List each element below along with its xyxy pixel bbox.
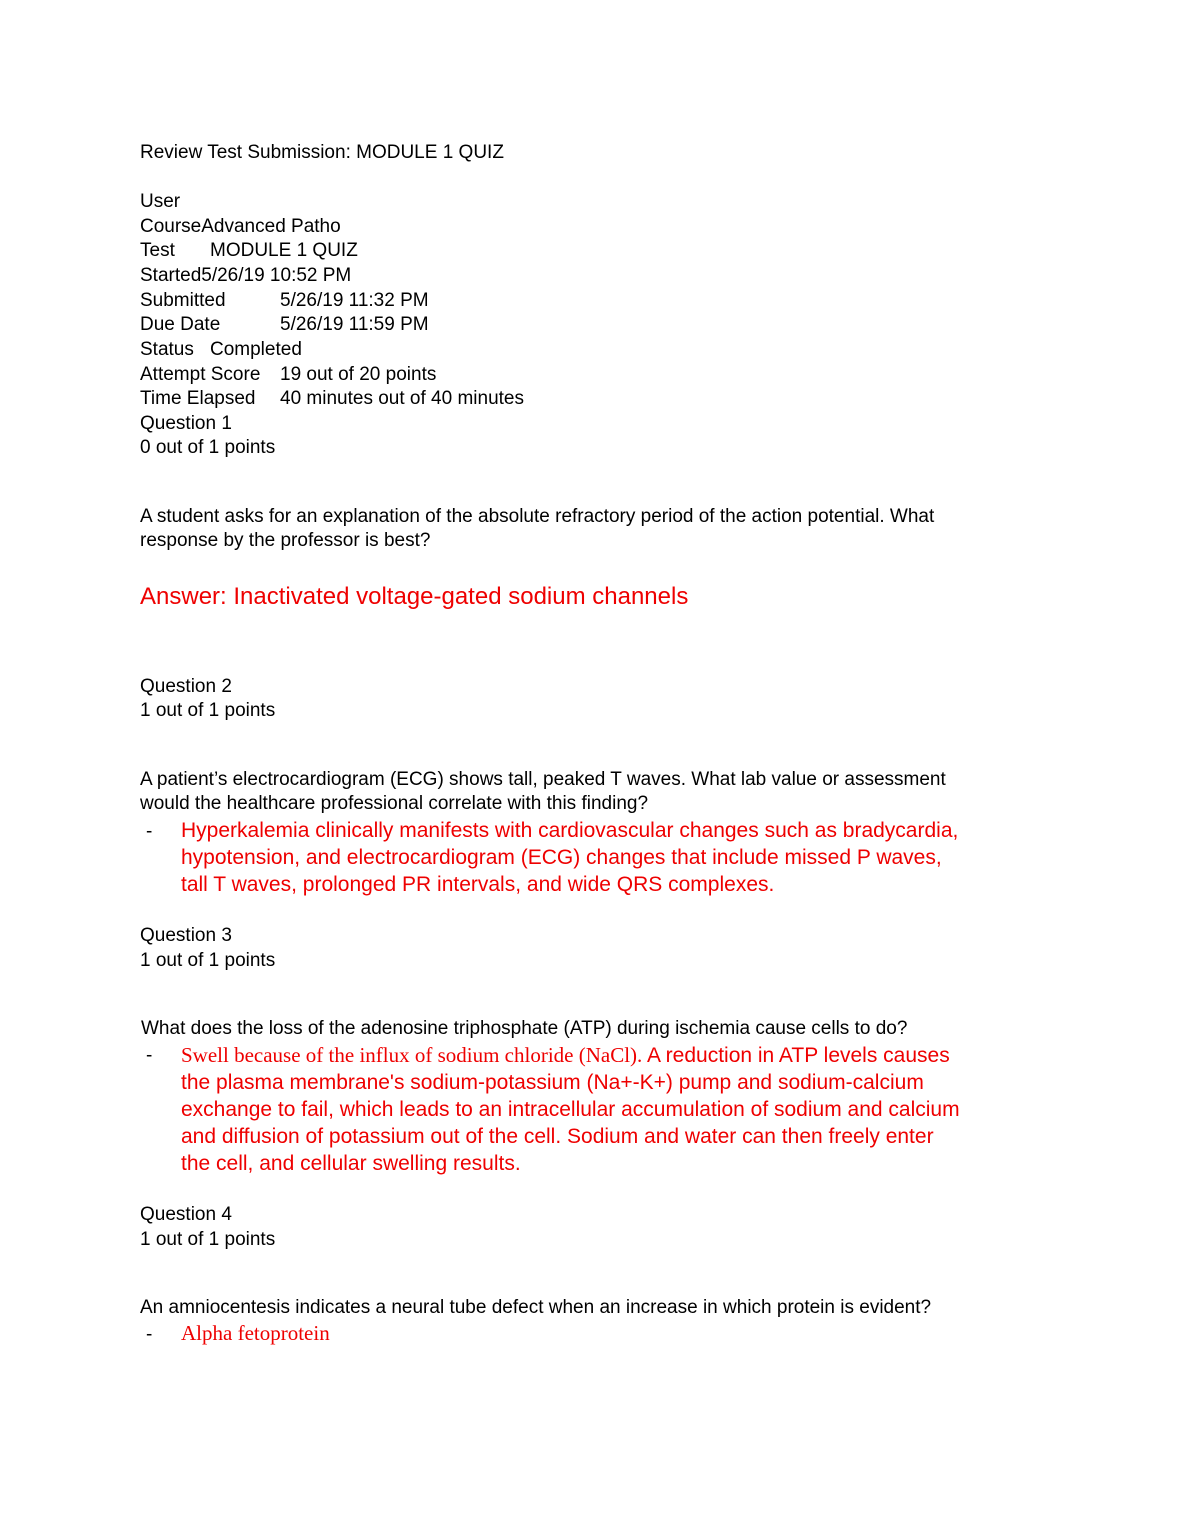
question-2-bullet: -	[146, 821, 153, 842]
meta-due-value: 5/26/19 11:59 PM	[280, 314, 429, 335]
question-1-title: Question 1	[140, 413, 232, 434]
meta-score-row	[140, 363, 436, 387]
meta-due-row	[140, 313, 429, 337]
question-3-text-line: What does the loss of the adenosine triphosphate (ATP) during ischemia cause cells to do?	[141, 1018, 908, 1039]
question-4-title: Question 4	[140, 1204, 232, 1225]
answer-line: exchange to fail, which leads to an intracellular accumulation of sodium and calcium	[181, 1098, 960, 1121]
answer-line: hypotension, and electrocardiogram (ECG) changes that include missed P waves,	[181, 846, 942, 869]
meta-due-label: Due Date	[140, 314, 221, 335]
meta-submitted-label: Submitted	[140, 290, 226, 311]
meta-elapsed-row	[140, 387, 524, 411]
question-1-answer: Answer: Inactivated voltage-gated sodium channels	[140, 583, 689, 610]
answer-line-first	[181, 1042, 1061, 1069]
question-4-points: 1 out of 1 points	[140, 1229, 276, 1250]
meta-status-value: Completed	[210, 339, 302, 360]
meta-user-label: User	[140, 191, 181, 212]
meta-score-value: 19 out of 20 points	[280, 364, 437, 385]
answer-line: and diffusion of potassium out of the cell. Sodium and water can then freely enter	[181, 1125, 934, 1148]
meta-elapsed-value: 40 minutes out of 40 minutes	[280, 388, 524, 409]
answer-line: Hyperkalemia clinically manifests with cardiovascular changes such as bradycardia,	[181, 819, 959, 842]
question-1-points: 0 out of 1 points	[140, 437, 276, 458]
answer-serif-part: Swell because of the influx of sodium chloride (NaCl).	[181, 1043, 643, 1067]
meta-started-value: 5/26/19 10:52 PM	[201, 265, 352, 286]
question-2-title: Question 2	[140, 676, 232, 697]
question-2-text-line: would the healthcare professional correlate with this finding?	[140, 793, 649, 814]
meta-status-row	[140, 338, 302, 362]
meta-test-row	[140, 239, 358, 263]
meta-started-row	[140, 264, 351, 288]
answer-line: the cell, and cellular swelling results.	[181, 1152, 521, 1175]
meta-course-value: Advanced Patho	[201, 216, 341, 237]
question-3-answer	[181, 1042, 1061, 1177]
meta-elapsed-label: Time Elapsed	[140, 388, 256, 409]
question-1-text-line: response by the professor is best?	[140, 530, 431, 551]
answer-line: tall T waves, prolonged PR intervals, and wide QRS complexes.	[181, 873, 775, 896]
meta-submitted-value: 5/26/19 11:32 PM	[280, 290, 429, 311]
meta-course-row	[140, 215, 341, 239]
question-2-answer	[181, 817, 1061, 898]
question-4-bullet: -	[146, 1324, 153, 1345]
meta-started-label: Started	[140, 265, 202, 286]
answer-line: the plasma membrane's sodium-potassium (Na+-K+) pump and sodium-calcium	[181, 1071, 924, 1094]
question-4-answer: Alpha fetoprotein	[181, 1321, 330, 1345]
page-title: Review Test Submission: MODULE 1 QUIZ	[140, 142, 504, 163]
meta-course-label: Course	[140, 216, 202, 237]
question-4-text-line: An amniocentesis indicates a neural tube defect when an increase in which protein is evident?	[140, 1297, 932, 1318]
question-3-points: 1 out of 1 points	[140, 950, 276, 971]
question-2-points: 1 out of 1 points	[140, 700, 276, 721]
question-1-text-line: A student asks for an explanation of the absolute refractory period of the action potential. What	[140, 506, 935, 527]
question-3-bullet: -	[146, 1045, 153, 1066]
question-2-text-line: A patient’s electrocardiogram (ECG) shows tall, peaked T waves. What lab value or assessment	[140, 769, 946, 790]
meta-test-value: MODULE 1 QUIZ	[210, 240, 358, 261]
meta-submitted-row	[140, 289, 429, 313]
meta-status-label: Status	[140, 339, 194, 360]
question-3-title: Question 3	[140, 925, 232, 946]
answer-sans-part: A reduction in ATP levels causes	[642, 1044, 950, 1067]
meta-test-label: Test	[140, 240, 175, 261]
meta-score-label: Attempt Score	[140, 364, 261, 385]
